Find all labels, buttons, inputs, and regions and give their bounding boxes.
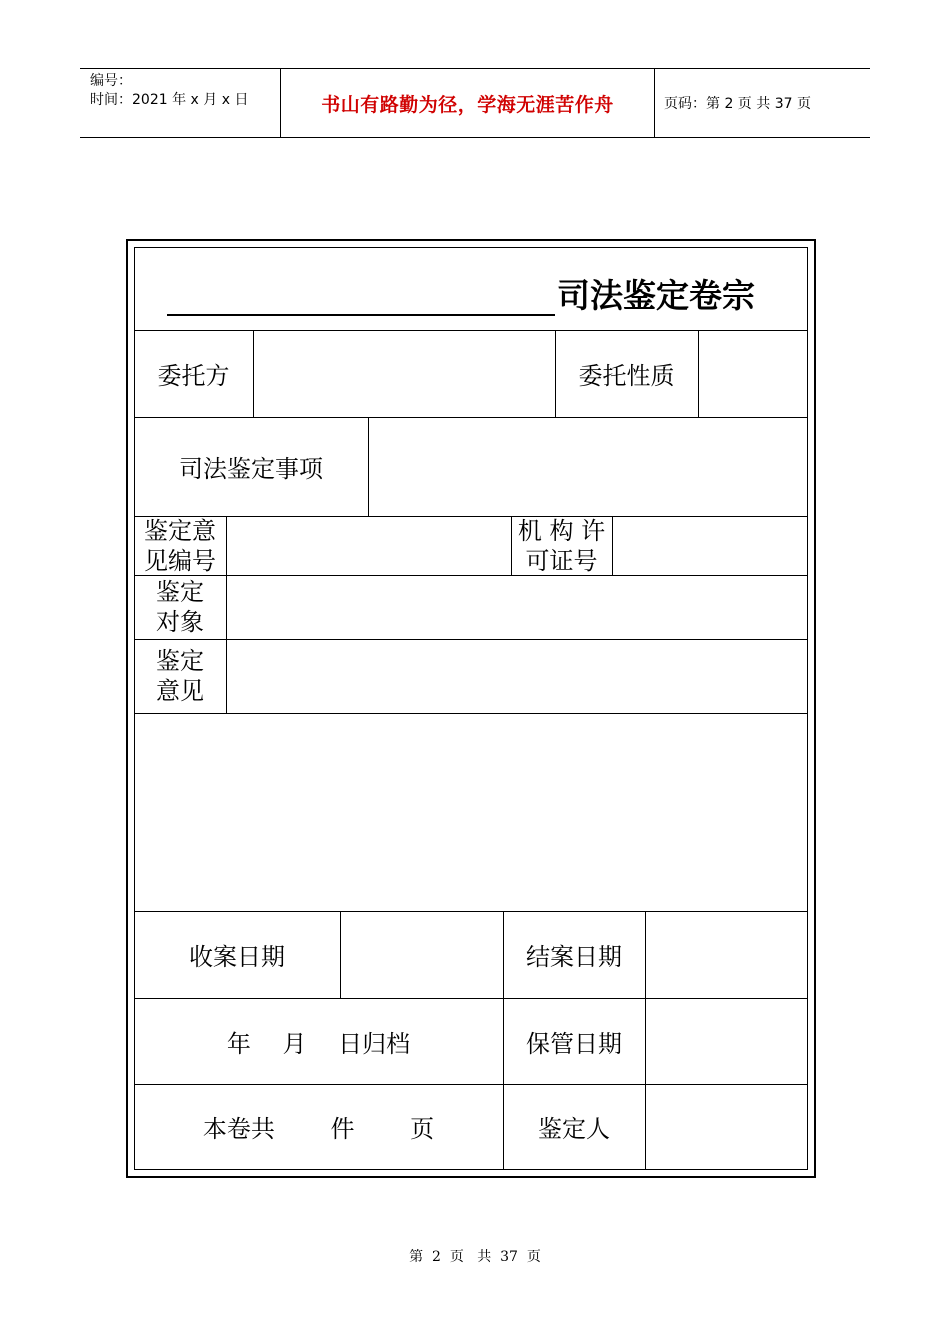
object-label-line2: 对象 — [156, 608, 204, 636]
opinion-number-label-line2: 见编号 — [144, 546, 216, 575]
form-title — [167, 268, 755, 316]
appraiser-label: 鉴定人 — [538, 1115, 610, 1143]
license-number-field[interactable] — [613, 517, 807, 575]
license-number-label — [511, 516, 612, 575]
object-label — [134, 575, 226, 639]
matter-field[interactable] — [369, 418, 807, 516]
header-motto-cell — [280, 69, 655, 137]
opinion-label — [134, 639, 226, 713]
object-label-line1: 鉴定 — [156, 578, 204, 606]
receive-date-label: 收案日期 — [189, 943, 285, 971]
receive-date-field[interactable] — [341, 912, 503, 998]
header-page-info: 页码：第 2 页 共 37 页 — [664, 96, 811, 112]
commission-type-label: 委托性质 — [578, 362, 675, 390]
commission-type-field[interactable] — [699, 331, 807, 417]
client-label: 委托方 — [157, 362, 230, 390]
opinion-number-field[interactable] — [227, 517, 511, 575]
title-blank-line[interactable] — [167, 274, 555, 316]
close-date-label: 结案日期 — [526, 943, 622, 971]
license-number-label-line2: 可证号 — [525, 546, 598, 575]
opinion-number-label-line1: 鉴定意 — [144, 516, 216, 545]
opinion-label-line2: 意见 — [156, 677, 204, 705]
header-meta — [80, 69, 280, 137]
archive-date-label: 年 月 日归档 — [226, 1029, 411, 1058]
volume-count-label: 本卷共 件 页 — [202, 1115, 435, 1143]
document-number: 编号： — [90, 73, 132, 89]
form-title-text: 司法鉴定卷宗 — [557, 276, 755, 315]
opinion-number-label — [134, 516, 226, 575]
storage-date-label: 保管日期 — [526, 1029, 622, 1058]
close-date-field[interactable] — [646, 912, 807, 998]
header-motto: 书山有路勤为径，学海无涯苦作舟 — [321, 93, 614, 116]
header-page-cell — [654, 69, 870, 137]
opinion-label-line1: 鉴定 — [156, 647, 204, 675]
appraiser-field[interactable] — [646, 1085, 807, 1169]
license-number-label-line1: 机 构 许 — [517, 516, 606, 545]
object-field[interactable] — [227, 576, 807, 639]
client-field[interactable] — [254, 331, 555, 417]
page-footer: 第 2 页 共 37 页 — [409, 1249, 541, 1265]
page-header — [80, 68, 870, 138]
matter-label: 司法鉴定事项 — [179, 455, 323, 483]
opinion-field[interactable] — [227, 640, 807, 713]
notes-area[interactable] — [135, 714, 807, 911]
document-date: 时间：2021 年 x 月 x 日 — [90, 92, 249, 108]
storage-date-field[interactable] — [646, 999, 807, 1084]
